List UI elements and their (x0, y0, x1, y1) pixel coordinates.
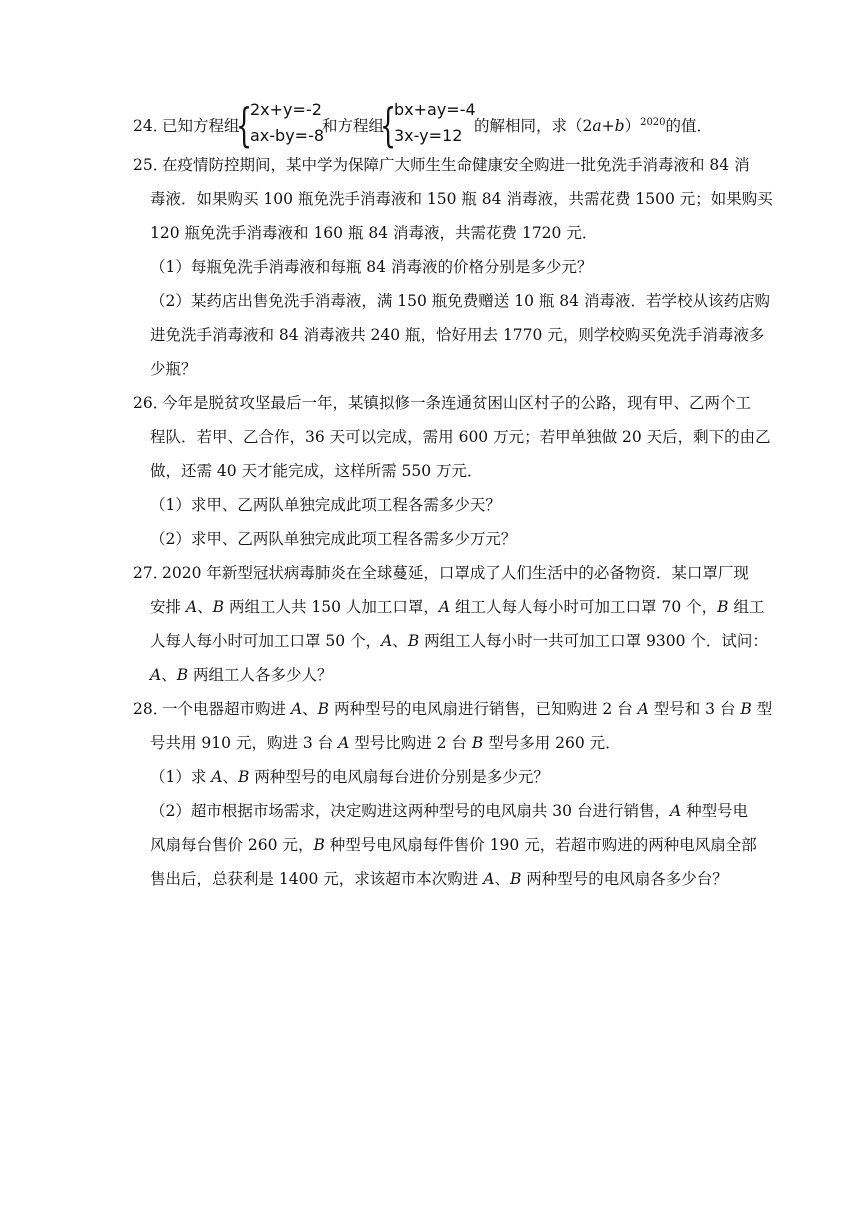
problem-text: 号共用 910 元，购进 3 台 A 型号比购进 2 台 B 型号多用 260 元． (150, 734, 621, 752)
problem-text: 程队．若甲、乙合作，36 天可以完成，需用 600 万元；若甲单独做 20 天后，剩下的由乙 (150, 428, 771, 446)
problem-text: 一个电器超市购进 A、B 两种型号的电风扇进行销售，已知购进 2 台 A 型号和 3 台 B 型 (162, 700, 773, 718)
problem-text: 风扇每台售价 260 元，B 种型号电风扇每件售价 190 元，若超市购进的两种电风扇全部 (150, 836, 757, 854)
problem-text: 进免洗手消毒液和 84 消毒液共 240 瓶，恰好用去 1770 元，则学校购买免洗手消毒液多 (150, 326, 765, 344)
problem-text: 2020 年新型冠状病毒肺炎在全球蔓延，口罩成了人们生活中的必备物资．某口罩厂现 (162, 564, 749, 582)
problem-text: 售出后，总获利是 1400 元，求该超市本次购进 A、B 两种型号的电风扇各多少台？ (150, 870, 728, 888)
problem-number: 24． (133, 117, 169, 135)
problem-text: 毒液．如果购买 100 瓶免洗手消毒液和 150 瓶 84 消毒液，共需花费 1500 元；如果购买 (150, 190, 773, 208)
problem-text: 已知方程组 (162, 117, 240, 135)
problem-number: 25． (133, 156, 169, 174)
sub-question-2: （2）超市根据市场需求，决定购进这两种型号的电风扇共 30 台进行销售，A 种型号电 (150, 802, 749, 820)
equation: 2x+y=-2 (250, 100, 322, 119)
problem-text: 今年是脱贫攻坚最后一年，某镇拟修一条连通贫困山区村子的公路，现有甲、乙两个工 (162, 394, 752, 412)
problem-text: 120 瓶免洗手消毒液和 160 瓶 84 消毒液，共需花费 1720 元． (150, 224, 598, 242)
problem-text: A、B 两组工人各多少人？ (150, 666, 333, 684)
left-brace: { (380, 98, 397, 152)
problem-text: 做，还需 40 天才能完成，这样所需 550 万元． (150, 462, 483, 480)
problem-text: 人每人每小时可加工口罩 50 个，A、B 两组工人每小时一共可加工口罩 9300 个．试问： (150, 632, 768, 650)
equation: ax-by=-8 (250, 126, 325, 145)
sub-question-1: （1）求 A、B 两种型号的电风扇每台进价分别是多少元？ (150, 768, 549, 786)
problem-text: 安排 A、B 两组工人共 150 人加工口罩，A 组工人每人每小时可加工口罩 70 个，B 组工 (150, 598, 765, 616)
left-brace: { (236, 98, 253, 152)
equation: 3x-y=12 (394, 126, 463, 145)
problem-text: 和方程组 (322, 117, 385, 135)
problem-number: 28． (133, 700, 169, 718)
problem-text: 少瓶？ (150, 360, 197, 378)
problem-number: 26． (133, 394, 169, 412)
sub-question-1: （1）每瓶免洗手消毒液和每瓶 84 消毒液的价格分别是多少元？ (150, 258, 593, 276)
sub-question-2: （2）求甲、乙两队单独完成此项工程各需多少万元？ (150, 530, 517, 548)
problem-text: 的解相同，求$(2a+b)^{2020}$的值． (474, 117, 713, 135)
sub-question-2: （2）某药店出售免洗手消毒液，满 150 瓶免费赠送 10 瓶 84 消毒液．若学校从该药店购 (150, 292, 770, 310)
sub-question-1: （1）求甲、乙两队单独完成此项工程各需多少天？ (150, 496, 501, 514)
problem-number: 27． (133, 564, 169, 582)
equation: bx+ay=-4 (394, 100, 476, 119)
problem-text: 在疫情防控期间，某中学为保障广大师生生命健康安全购进一批免洗手消毒液和 84 消 (162, 156, 750, 174)
